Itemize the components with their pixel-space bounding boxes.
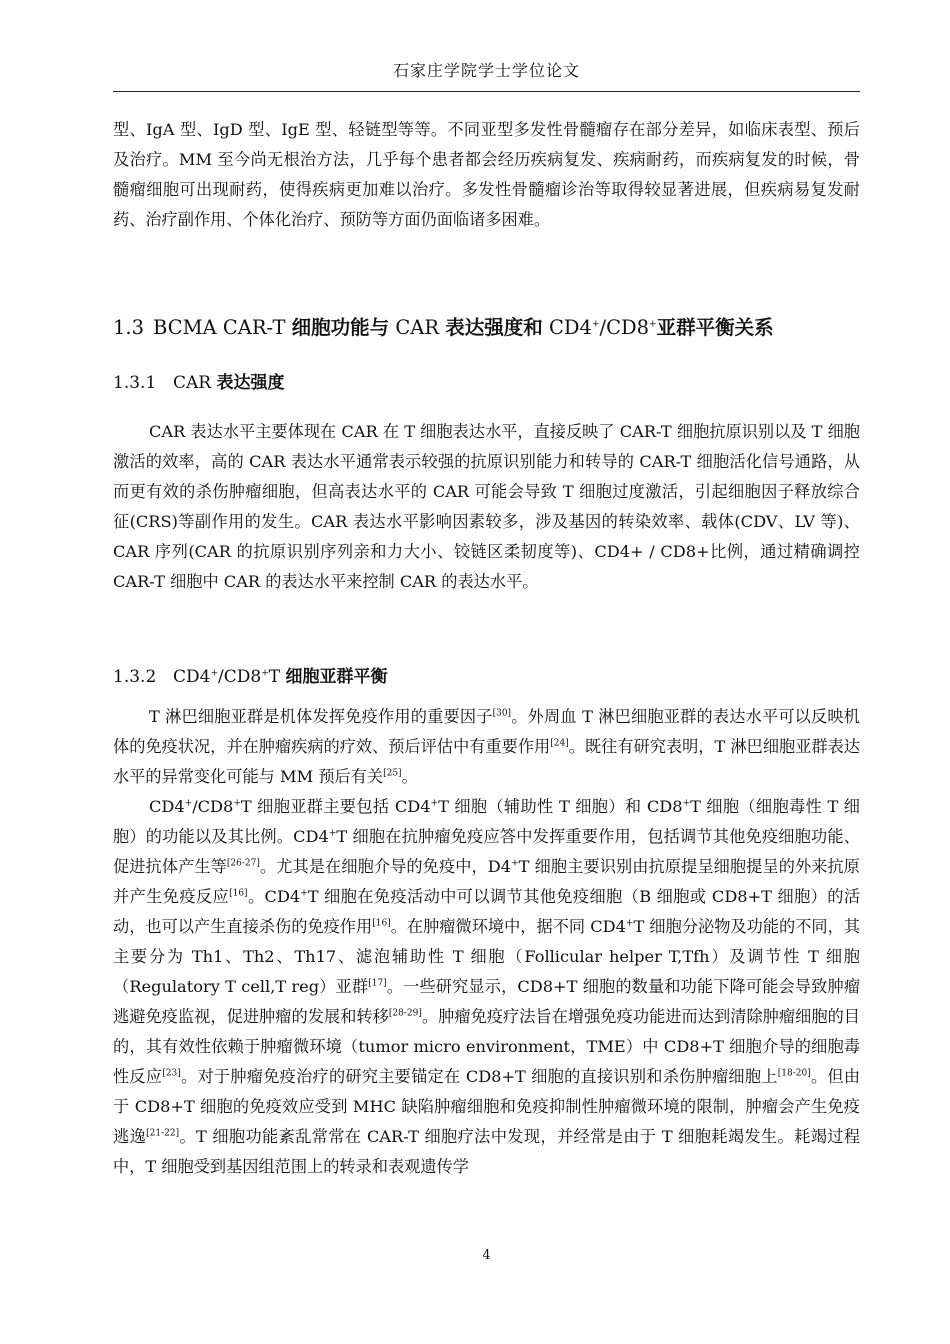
citation: [17] <box>368 978 387 989</box>
paragraph-car-expression: CAR 表达水平主要体现在 CAR 在 T 细胞表达水平，直接反映了 CAR-T 细胞抗原识别以及 T 细胞激活的效率，高的 CAR 表达水平通常表示较强的抗原识别能力和转导的 CAR-T 细胞活化信号通路，从而更有效的杀伤肿瘤细胞，但高表达水平的 CAR 可能会导致 T 细胞过度激活，引起细胞因子释放综合征(CRS)等副作用的发生。CAR 表达水平影响因素较多，涉及基因的转染效率、载体(CDV、LV 等)、CAR 序列(CAR 的抗原识别序列亲和力大小、铰链区柔韧度等)、CD4+ / CD8+比例，通过精确调控 CAR-T 细胞中 CAR 的表达水平来控制 CAR 的表达水平。 <box>113 422 860 591</box>
section-number: 1.3 <box>113 316 145 339</box>
citation: [30] <box>492 708 512 719</box>
page-number: 4 <box>482 1248 491 1263</box>
citation: [26-27] <box>226 858 260 869</box>
subsection-number: 1.3.2 <box>113 667 157 687</box>
citation: [25] <box>383 768 402 779</box>
paragraph-cd4-cd8-subsets: CD4+/CD8+T 细胞亚群主要包括 CD4+T 细胞（辅助性 T 细胞）和 CD8+T 细胞（细胞毒性 T 细胞）的功能以及其比例。CD4+T 细胞在抗肿瘤免疫应答中发挥重要作用，包括调节其他免疫细胞功能、促进抗体产生等[26-27]。尤其是在细胞介导的免疫中，D4+T 细胞主要识别由抗原提呈细胞提呈的外来抗原并产生免疫反应[16]。CD4+T 细胞在免疫活动中可以调节其他免疫细胞（B 细胞或 CD8+T 细胞）的活动，也可以产生直接杀伤的免疫作用[16]。在肿瘤微环境中，据不同 CD4+T 细胞分泌物及功能的不同，其主要分为 Th1、Th2、Th17、滤泡辅助性 T 细胞（Follicular helper T,Tfh）及调节性 T 细胞（Regulatory T cell,T reg）亚群[17]。一些研究显示，CD8+T 细胞的数量和功能下降可能会导致肿瘤逃避免疫监视，促进肿瘤的发展和转移[28-29]。肿瘤免疫疗法旨在增强免疫功能进而达到清除肿瘤细胞的目的，其有效性依赖于肿瘤微环境（tumor micro environment，TME）中 CD8+T 细胞介导的细胞毒性反应[23]。对于肿瘤免疫治疗的研究主要锚定在 CD8+T 细胞的直接识别和杀伤肿瘤细胞上[18-20]。但由于 CD8+T 细胞的免疫效应受到 MHC 缺陷肿瘤细胞和免疫抑制性肿瘤微环境的限制，肿瘤会产生免疫逃逸[21-22]。T 细胞功能紊乱常常在 CAR-T 细胞疗法中发现，并经常是由于 T 细胞耗竭发生。耗竭过程中，T 细胞受到基因组范围上的转录和表观遗传学 <box>113 797 861 1176</box>
subsection-heading-1-3-2: 1.3.2 CD4+/CD8+T 细胞亚群平衡 <box>113 667 388 687</box>
header-rule <box>113 91 860 92</box>
citation: [24] <box>550 738 569 749</box>
subsection-number: 1.3.1 <box>113 373 157 393</box>
citation: [28-29] <box>388 1008 422 1019</box>
citation: [23] <box>162 1068 181 1079</box>
paragraph-mm-subtypes: 型、IgA 型、IgD 型、IgE 型、轻链型等等。不同亚型多发性骨髓瘤存在部分差异，如临床表型、预后及治疗。MM 至今尚无根治方法，几乎每个患者都会经历疾病复发、疾病耐药，而疾病复发的时候，骨髓瘤细胞可出现耐药，使得疾病更加难以治疗。多发性骨髓瘤诊治等取得较显著进展，但疾病易复发耐药、治疗副作用、个体化治疗、预防等方面仍面临诸多困难。 <box>113 120 860 229</box>
citation: [18-20] <box>777 1068 811 1079</box>
citation: [16] <box>229 888 248 899</box>
subsection-heading-1-3-1: 1.3.1 CAR 表达强度 <box>113 373 285 393</box>
citation: [21-22] <box>146 1128 180 1139</box>
citation: [16] <box>372 918 391 929</box>
running-header: 石家庄学院学士学位论文 <box>392 61 580 80</box>
paragraph-t-lymphocyte-subsets: T 淋巴细胞亚群是机体发挥免疫作用的重要因子[30]。外周血 T 淋巴细胞亚群的表达水平可以反映机体的免疫状况，并在肿瘤疾病的疗效、预后评估中有重要作用[24]。既往有研究表明，T 淋巴细胞亚群表达水平的异常变化可能与 MM 预后有关[25]。 <box>113 707 860 786</box>
section-heading-1-3: 1.3 BCMA CAR-T 细胞功能与 CAR 表达强度和 CD4+/CD8+亚群平衡关系 <box>113 316 774 339</box>
